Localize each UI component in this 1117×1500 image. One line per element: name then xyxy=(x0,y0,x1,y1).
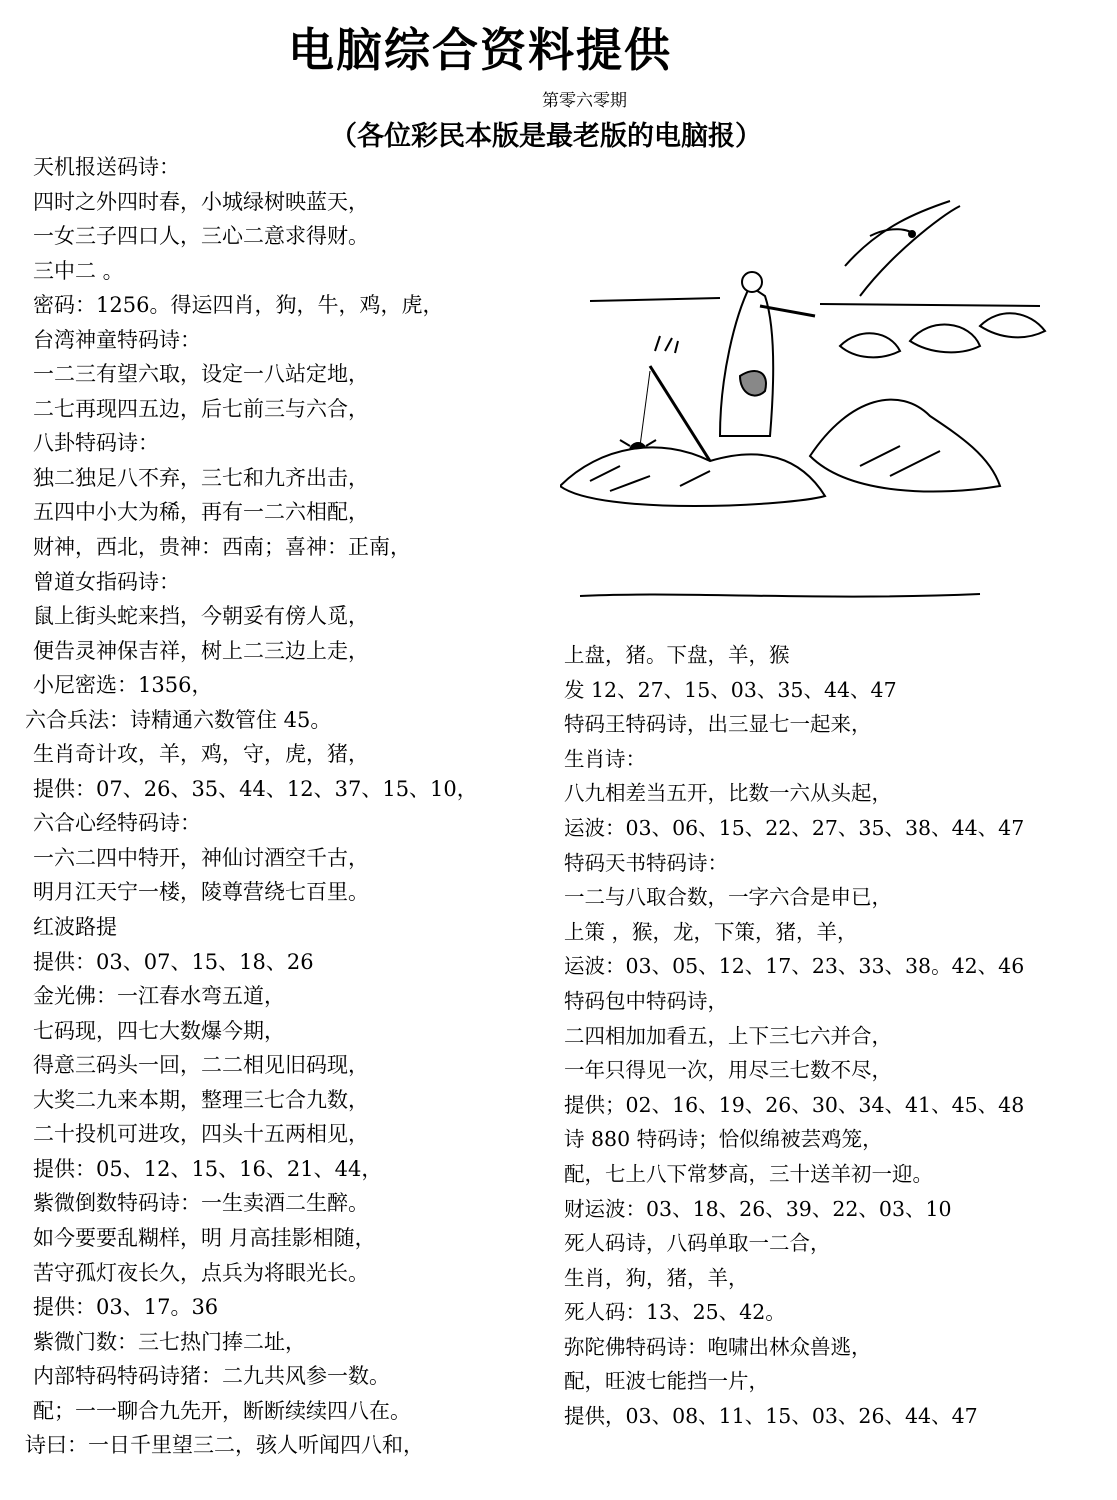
right-column xyxy=(564,638,1104,1434)
text-line: 一二与八取合数，一字六合是申已， xyxy=(564,885,892,910)
text-line: 大奖二九来本期，整理三七合九数， xyxy=(33,1087,369,1112)
text-line: 提供，03、08、11、15、03、26、44、47 xyxy=(564,1404,978,1429)
text-line: 天机报送码诗： xyxy=(33,155,180,179)
text-line: 特码王特码诗，出三显七一起来， xyxy=(564,712,872,737)
text-line: 提供：03、17。36 xyxy=(33,1295,219,1320)
page-title: 电脑综合资料提供 xyxy=(288,23,672,77)
text-line: 紫微倒数特码诗：一生卖酒二生醉。 xyxy=(33,1191,369,1216)
text-line: 三中二 。 xyxy=(33,258,124,283)
text-line: 一二三有望六取，设定一八站定地， xyxy=(33,362,369,387)
text-line: 八卦特码诗： xyxy=(33,431,159,456)
text-line: 生肖奇计攻，羊，鸡，守，虎，猪， xyxy=(33,742,369,767)
left-column xyxy=(25,150,563,1463)
text-line: 紫微门数：三七热门捧二址， xyxy=(33,1329,306,1354)
text-line: 六合心经特码诗： xyxy=(33,811,201,836)
text-line: 配；一一聊合九先开，断断续续四八在。 xyxy=(33,1398,411,1423)
text-line: 台湾神童特码诗： xyxy=(33,327,201,352)
text-line: 内部特码特码诗猪：二九共风参一数。 xyxy=(33,1364,390,1389)
text-line: 提供；02、16、19、26、30、34、41、45、48 xyxy=(564,1092,1025,1117)
text-line: 六合兵法：诗精通六数管住 45。 xyxy=(25,707,332,732)
text-line: 二十投机可进攻，四头十五两相见， xyxy=(33,1122,369,1147)
text-line: 如今要要乱糊样，明 月高挂影相随， xyxy=(33,1225,376,1250)
text-line: 一年只得见一次，用尽三七数不尽， xyxy=(564,1058,892,1083)
text-line: 红波路提 xyxy=(33,915,117,940)
text-line: 特码包中特码诗， xyxy=(564,988,728,1013)
text-line: 密码：1256。得运四肖，狗，牛，鸡，虎， xyxy=(33,293,444,318)
text-line: 五四中小大为稀，再有一二六相配， xyxy=(33,500,369,525)
text-line: 诗 880 特码诗；恰似绵被芸鸡笼， xyxy=(564,1127,883,1152)
text-line: 明月江天宁一楼，陵尊营绕七百里。 xyxy=(33,880,369,905)
text-line: 配，七上八下常梦高，三十送羊初一迎。 xyxy=(564,1161,933,1186)
text-line: 八九相差当五开，比数一六从头起， xyxy=(564,781,892,806)
text-line: 提供：05、12、15、16、21、44， xyxy=(33,1156,383,1181)
text-line: 鼠上街头蛇来挡，今朝妥有傍人觅， xyxy=(33,604,369,629)
text-line: 运波：03、06、15、22、27、35、38、44、47 xyxy=(564,815,1025,840)
text-line: 提供：07、26、35、44、12、37、15、10， xyxy=(33,776,478,801)
text-line: 财运波：03、18、26、39、22、03、10 xyxy=(564,1196,952,1221)
text-line: 小尼密选：1356， xyxy=(33,673,213,698)
sage-fishing-illustration xyxy=(560,196,1050,616)
text-line: 二四相加加看五，上下三七六并合， xyxy=(564,1023,892,1048)
text-line: 上策 ，猴，龙，下策，猪，羊， xyxy=(564,919,858,944)
text-line: 弥陀佛特码诗：咆啸出林众兽逃， xyxy=(564,1334,872,1359)
text-line: 提供：03、07、15、18、26 xyxy=(33,949,314,974)
text-line: 配，旺波七能挡一片， xyxy=(564,1369,769,1394)
text-line: 生肖诗： xyxy=(564,746,646,771)
text-line: 诗曰：一日千里望三二，骇人听闻四八和， xyxy=(25,1433,424,1458)
text-line: 独二独足八不弃，三七和九齐出击， xyxy=(33,465,369,490)
text-line: 金光佛：一江春水弯五道， xyxy=(33,984,285,1009)
text-line: 一六二四中特开，神仙讨酒空千古， xyxy=(33,845,369,870)
text-line: 死人码：13、25、42。 xyxy=(564,1300,786,1325)
issue-number: 第零六零期 xyxy=(542,91,627,111)
text-line: 运波：03、05、12、17、23、33、38。42、46 xyxy=(564,954,1025,979)
text-line: 曾道女指码诗： xyxy=(33,569,180,594)
text-line: 财神，西北，贵神：西南；喜神：正南， xyxy=(33,535,411,560)
text-line: 七码现，四七大数爆今期， xyxy=(33,1018,285,1043)
text-line: 得意三码头一回，二二相见旧码现， xyxy=(33,1053,369,1078)
text-line: 生肖，狗，猪，羊， xyxy=(564,1265,749,1290)
text-line: 发 12、27、15、03、35、44、47 xyxy=(564,677,897,702)
text-line: 特码天书特码诗： xyxy=(564,850,728,875)
text-line: 四时之外四时春，小城绿树映蓝天， xyxy=(33,189,369,214)
text-line: 苦守孤灯夜长久，点兵为将眼光长。 xyxy=(33,1260,369,1285)
text-line: 一女三子四口人，三心二意求得财。 xyxy=(33,224,369,249)
text-line: 死人码诗，八码单取一二合， xyxy=(564,1231,831,1256)
text-line: 上盘，猪。下盘，羊，猴 xyxy=(564,643,790,667)
text-line: 便告灵神保吉祥，树上二三边上走， xyxy=(33,638,369,663)
subtitle: （各位彩民本版是最老版的电脑报） xyxy=(330,121,762,152)
text-line: 二七再现四五边，后七前三与六合， xyxy=(33,396,369,421)
